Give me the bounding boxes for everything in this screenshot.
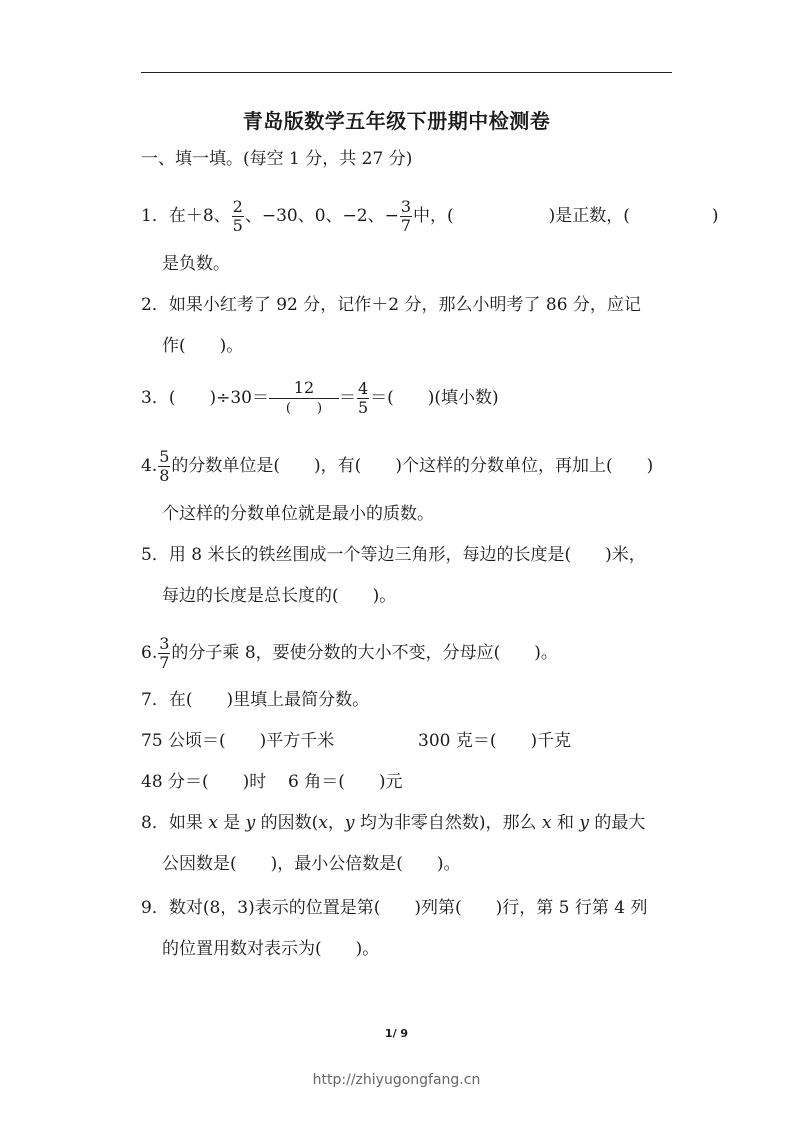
fraction-5-8: $\frac{5}{8}$ xyxy=(159,447,170,485)
header-rule xyxy=(141,72,672,73)
question-5: 5．用 8 米长的铁丝围成一个等边三角形，每边的长度是( )米， xyxy=(141,545,646,565)
question-7-item-d: 6 角＝( )元 xyxy=(288,772,403,792)
fraction-2-5: $\frac{2}{5}$ xyxy=(232,197,243,235)
question-3: 3．( )÷30＝ $\frac{12}{( )}$ ＝ $\frac{4}{5}$ ＝( )(填小数) xyxy=(141,378,499,417)
question-8: 8．如果 x 是 y 的因数(x，y 均为非零自然数)，那么 x 和 y 的最大 xyxy=(141,813,646,833)
fraction-3-7: $\frac{3}{7}$ xyxy=(400,197,412,235)
section-heading: 一、填一填。(每空 1 分，共 27 分) xyxy=(141,149,413,169)
fraction-3-7-b: $\frac{3}{7}$ xyxy=(159,634,170,672)
question-7-item-a: 75 公顷＝( )平方千米 xyxy=(141,731,335,751)
fraction-4-5: $\frac{4}{5}$ xyxy=(357,379,369,417)
question-9: 9．数对(8，3)表示的位置是第( )列第( )行，第 5 行第 4 列 xyxy=(141,898,648,918)
question-7-item-b: 300 克＝( )千克 xyxy=(418,731,572,751)
question-1: 1．在＋8、 $\frac{2}{5}$ 、−30、0、−2、− $\frac{3}{7}$ 中，( )是正数，( ) xyxy=(141,197,719,235)
question-4-line2: 个这样的分数单位就是最小的质数。 xyxy=(162,504,434,524)
question-7: 7．在( )里填上最简分数。 xyxy=(141,690,370,710)
page-title: 青岛版数学五年级下册期中检测卷 xyxy=(242,109,551,133)
question-5-line2: 每边的长度是总长度的( )。 xyxy=(162,586,397,606)
question-2-line2: 作( )。 xyxy=(162,336,244,356)
fraction-12-blank: $\frac{12}{( )}$ xyxy=(269,378,339,419)
question-2: 2．如果小红考了 92 分，记作＋2 分，那么小明考了 86 分，应记 xyxy=(141,295,641,315)
footer-url[interactable]: http://zhiyugongfang.cn xyxy=(312,1072,481,1088)
question-7-item-c: 48 分＝( )时 xyxy=(141,772,267,792)
question-8-line2: 公因数是( )，最小公倍数是( )。 xyxy=(162,854,461,874)
question-6: 6. $\frac{3}{7}$ 的分子乘 8，要使分数的大小不变，分母应( )。 xyxy=(141,634,558,672)
question-9-line2: 的位置用数对表示为( )。 xyxy=(162,939,380,959)
question-1-line2: 是负数。 xyxy=(162,254,230,274)
page-number: 1/ 9 xyxy=(384,1027,409,1040)
question-4: 4. $\frac{5}{8}$ 的分数单位是( )，有( )个这样的分数单位，再加上( ) xyxy=(141,447,654,485)
